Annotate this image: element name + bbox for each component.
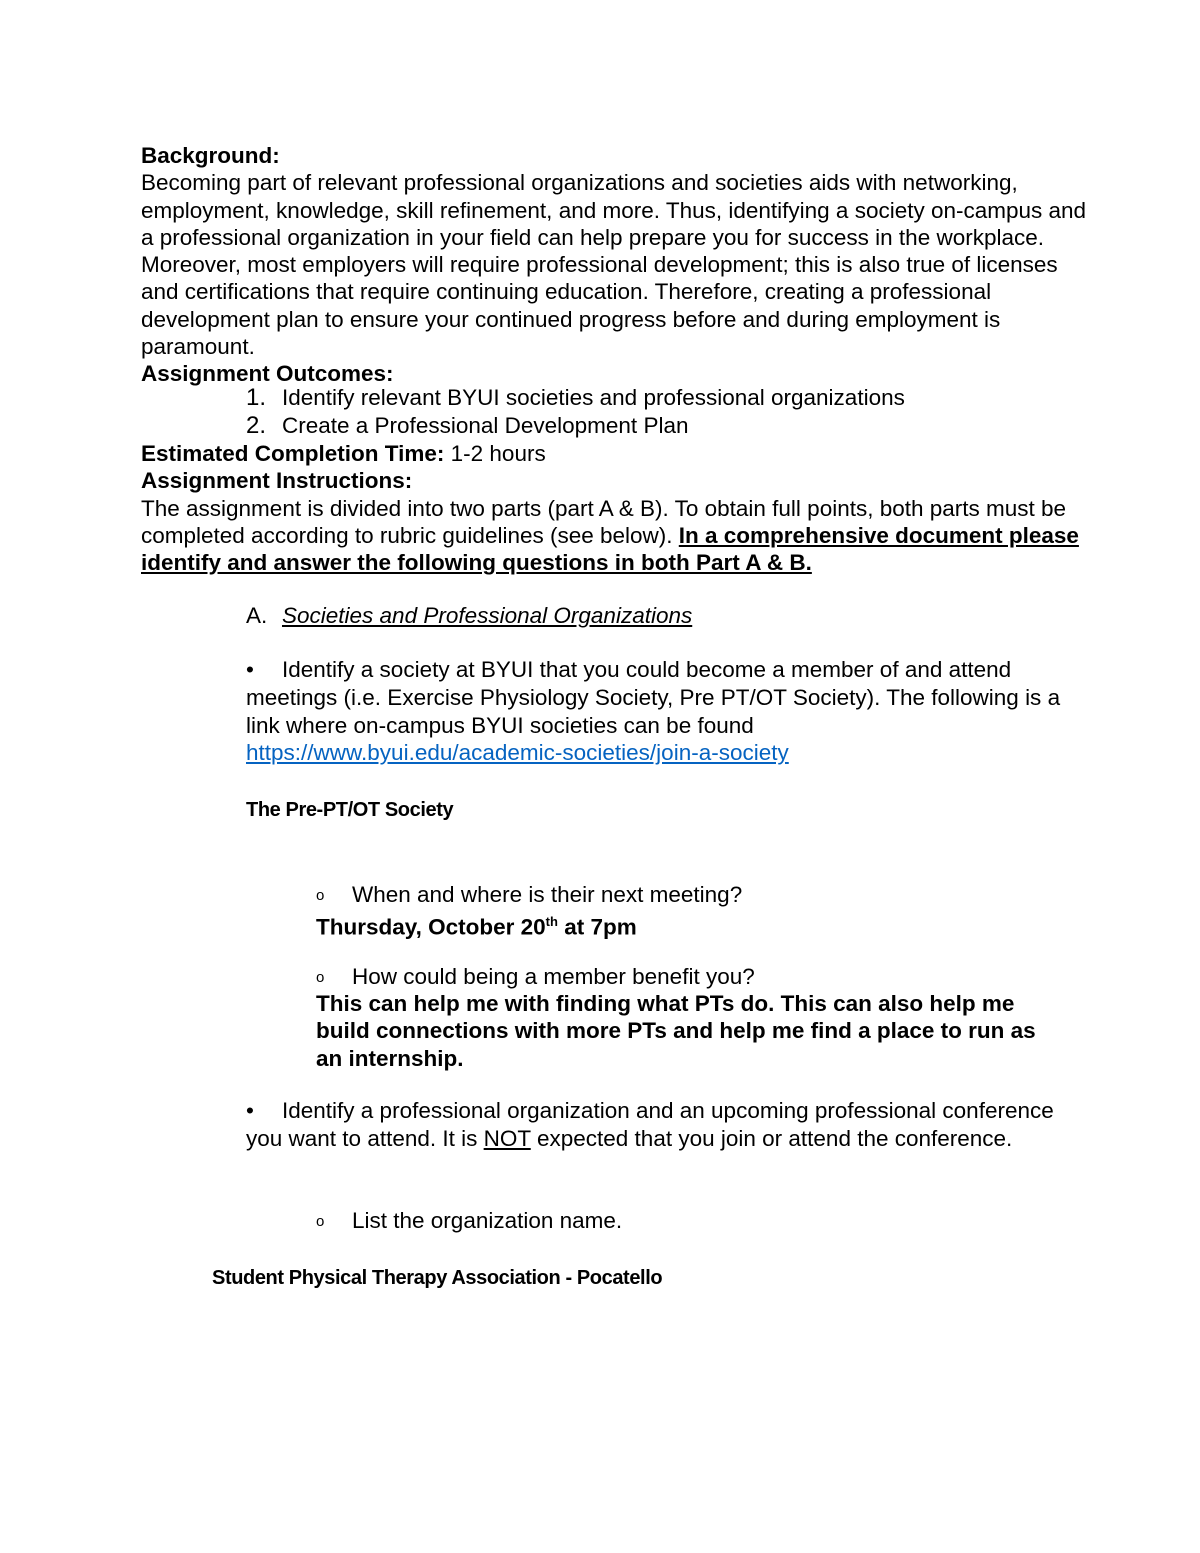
question-org-name bbox=[316, 1207, 1076, 1236]
bullet-organization-text-end: expected that you join or attend the conference. bbox=[530, 1125, 1013, 1151]
background-section bbox=[141, 142, 1101, 388]
question-meeting bbox=[316, 881, 1076, 910]
org-answer: Student Physical Therapy Association - Pocatello bbox=[212, 1267, 663, 1289]
question-benefit bbox=[316, 963, 1076, 992]
bullet-organization-not: NOT bbox=[483, 1125, 531, 1151]
answer-benefit: This can help me with finding what PTs do. This can also help me build connections with more PTs and help me find a place to run as an internship. bbox=[316, 991, 1036, 1071]
outcome-text: Identify relevant BYUI societies and professional organizations bbox=[282, 385, 905, 410]
circle-bullet-icon: o bbox=[316, 887, 325, 905]
instructions-text: The assignment is divided into two parts (part A & B). To obtain full points, both parts must be completed according to rubric guidelines (see below). bbox=[141, 495, 1067, 548]
outcome-item-2 bbox=[246, 412, 1066, 439]
background-body: Becoming part of relevant professional organizations and societies aids with networking, employment, knowledge, skill refinement, and more. Thus, identifying a society on-campus and a professional organization in your field can help prepare you for success in the workplace. Moreover, most employers will require professional development; this is also true of licenses and certifications that require continuing education. Therefore, creating a professional development plan to ensure your continued progress before and during employment is paramount. bbox=[141, 170, 1087, 360]
completion-time-value: 1-2 hours bbox=[444, 441, 546, 466]
answer-meeting-time: at 7pm bbox=[557, 914, 637, 940]
outcome-number: 1. bbox=[246, 384, 267, 411]
answer-meeting-suffix: th bbox=[545, 914, 558, 929]
bullet-icon: • bbox=[246, 1098, 254, 1123]
circle-bullet-icon: o bbox=[316, 1213, 325, 1231]
background-heading: Background: bbox=[141, 143, 280, 168]
bullet-society bbox=[246, 656, 1076, 767]
instructions-emphasis: In a comprehensive document please identify and answer the following questions in both Part A & B. bbox=[141, 522, 1079, 576]
society-answer: The Pre-PT/OT Society bbox=[246, 799, 454, 821]
answer-meeting-date: Thursday, October 20 bbox=[316, 914, 546, 940]
bullet-organization bbox=[246, 1097, 1076, 1153]
answer-meeting bbox=[316, 908, 1076, 941]
bullet-icon: • bbox=[246, 657, 254, 682]
question-meeting-text: When and where is their next meeting? bbox=[352, 882, 743, 907]
completion-time bbox=[141, 440, 1101, 467]
outcomes-heading: Assignment Outcomes: bbox=[141, 361, 394, 387]
bullet-organization-text: Identify a professional organization and an upcoming professional conference you want to attend. It is bbox=[246, 1098, 1054, 1151]
question-benefit-text: How could being a member benefit you? bbox=[352, 964, 755, 989]
part-a-title: Societies and Professional Organizations bbox=[282, 603, 693, 628]
outcome-number: 2. bbox=[246, 412, 267, 439]
outcome-text: Create a Professional Development Plan bbox=[282, 413, 689, 438]
question-org-name-text: List the organization name. bbox=[352, 1208, 623, 1233]
instructions-section bbox=[141, 440, 1101, 576]
part-a-letter: A. bbox=[246, 603, 268, 628]
part-a-heading bbox=[246, 602, 1066, 629]
societies-link[interactable]: https://www.byui.edu/academic-societies/join-a-society bbox=[246, 740, 789, 766]
instructions-body bbox=[141, 495, 1101, 577]
outcome-item-1 bbox=[246, 384, 1066, 411]
bullet-society-text: Identify a society at BYUI that you could become a member of and attend meetings (i.e. Exercise Physiology Society, Pre PT/OT Society). The following is a link where on-campus BYUI societies can be found bbox=[246, 657, 1061, 738]
completion-time-label: Estimated Completion Time: bbox=[141, 441, 445, 466]
circle-bullet-icon: o bbox=[316, 969, 325, 987]
instructions-heading: Assignment Instructions: bbox=[141, 468, 413, 494]
